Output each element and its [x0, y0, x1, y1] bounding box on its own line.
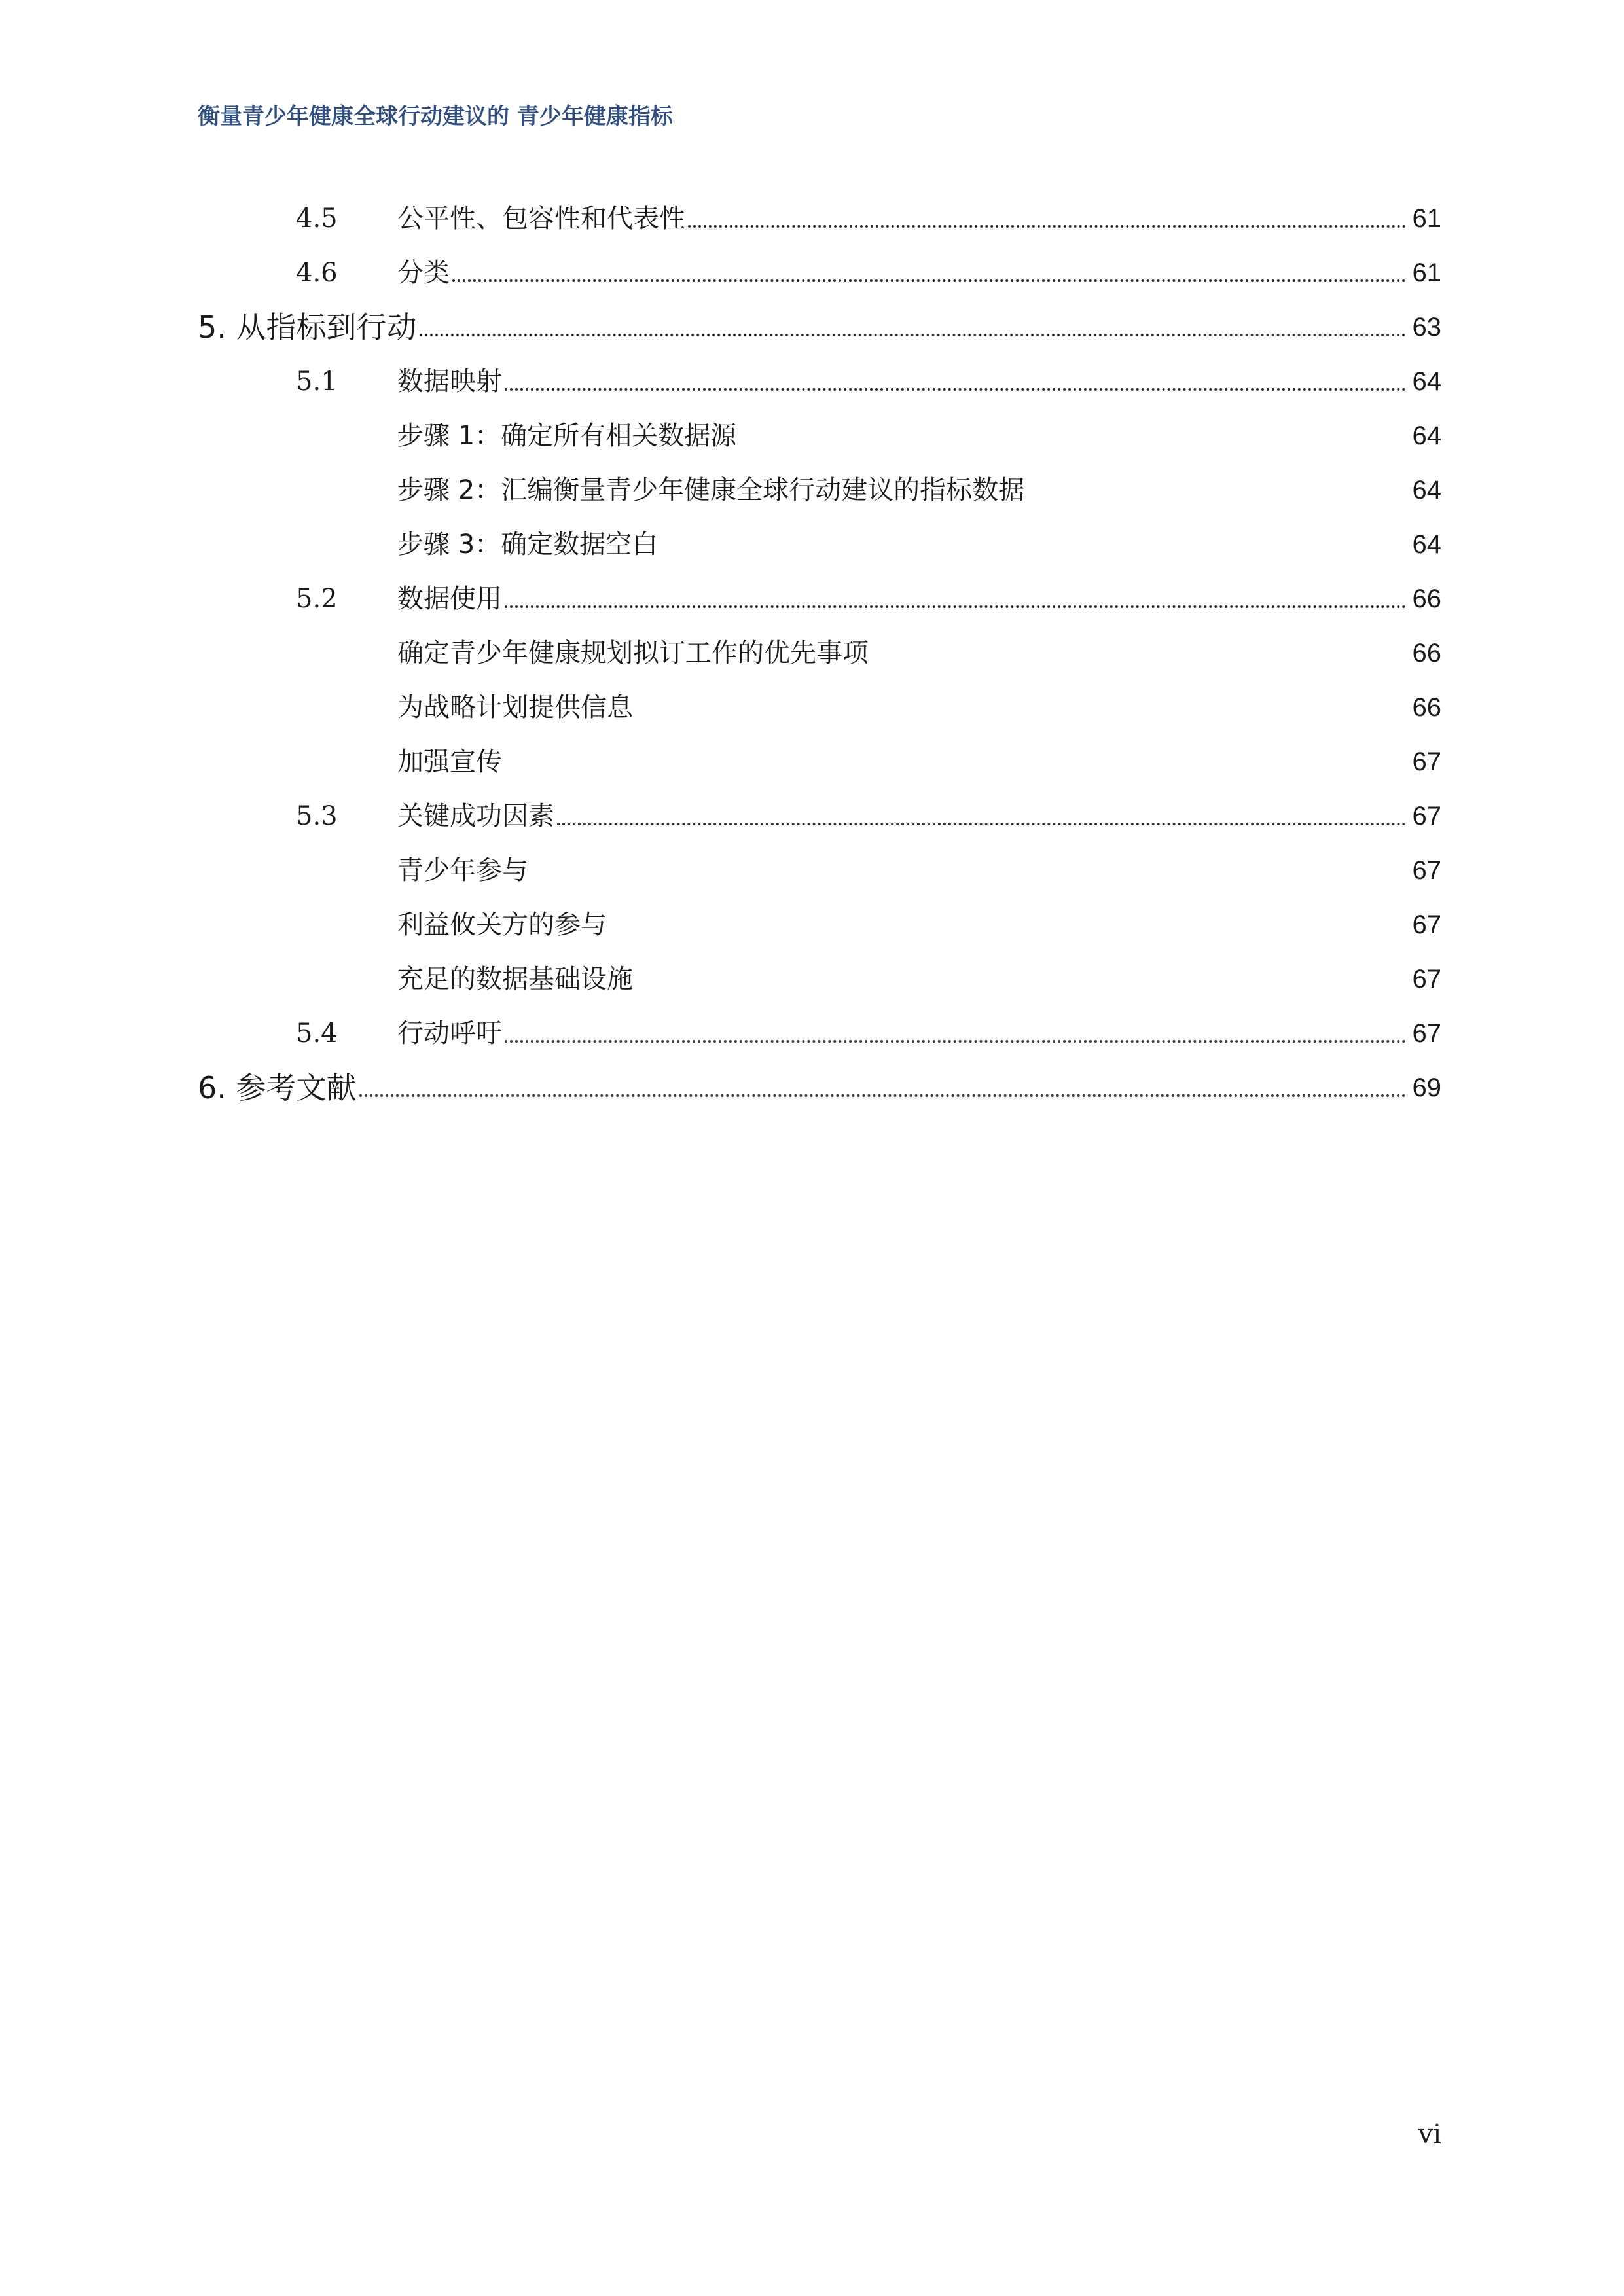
- toc-entry-5-4[interactable]: [198, 1011, 1441, 1050]
- toc-entry-page: 64: [1412, 530, 1441, 559]
- toc-entry-page: 67: [1412, 856, 1441, 885]
- dot-leader: [505, 605, 1406, 608]
- toc-entry-page: 67: [1412, 802, 1441, 831]
- toc-subentry-strategy[interactable]: [198, 685, 1441, 725]
- dot-leader: [420, 334, 1406, 336]
- toc-entry-page: 67: [1412, 1019, 1441, 1048]
- toc-entry-number: 5.4: [296, 1018, 338, 1049]
- page-number: vi: [1418, 2119, 1441, 2149]
- dot-leader: [557, 823, 1406, 825]
- dot-leader: [452, 279, 1406, 282]
- toc-entry-title: 为战略计划提供信息: [397, 692, 633, 723]
- toc-entry-page: 67: [1412, 910, 1441, 939]
- toc-entry-title: 步骤 1：确定所有相关数据源: [397, 421, 737, 451]
- toc-entry-page: 63: [1412, 313, 1441, 342]
- toc-entry-page: 66: [1412, 639, 1441, 668]
- toc-entry-title: 加强宣传: [397, 747, 502, 777]
- toc-entry-title: 数据映射: [397, 367, 502, 397]
- toc-subentry-stakeholders[interactable]: [198, 903, 1441, 942]
- toc-entry-title: 确定青少年健康规划拟订工作的优先事项: [397, 638, 869, 668]
- toc-chapter-title: 5. 从指标到行动: [198, 310, 417, 345]
- toc-subentry-advocacy[interactable]: [198, 740, 1441, 779]
- toc-entry-page: 67: [1412, 965, 1441, 994]
- toc-entry-number: 5.1: [296, 367, 338, 397]
- toc-entry-number: 4.5: [296, 204, 338, 234]
- toc-entry-page: 64: [1412, 476, 1441, 505]
- toc-entry-5-1[interactable]: [198, 359, 1441, 399]
- toc-chapter-title: 6. 参考文献: [198, 1070, 357, 1105]
- toc-subentry-step-1[interactable]: [198, 414, 1441, 453]
- toc-entry-title: 数据使用: [397, 584, 502, 614]
- toc-entry-page: 61: [1412, 259, 1441, 287]
- toc-entry-title: 分类: [397, 258, 450, 288]
- toc-subentry-step-3[interactable]: [198, 522, 1441, 562]
- toc-subentry-data-infrastructure[interactable]: [198, 957, 1441, 996]
- toc-entry-page: 66: [1412, 584, 1441, 613]
- toc-entry-title: 行动呼吁: [397, 1018, 502, 1049]
- toc-entry-number: 4.6: [296, 258, 338, 288]
- toc-entry-title: 利益攸关方的参与: [397, 910, 607, 940]
- running-header: 衡量青少年健康全球行动建议的 青少年健康指标: [198, 103, 673, 130]
- toc-entry-5-3[interactable]: [198, 794, 1441, 833]
- dot-leader: [505, 1040, 1406, 1043]
- dot-leader: [359, 1094, 1406, 1097]
- toc-entry-5-2[interactable]: [198, 577, 1441, 616]
- toc-entry-number: 5.2: [296, 584, 338, 614]
- toc-entry-title: 青少年参与: [397, 855, 528, 886]
- toc-entry-title: 关键成功因素: [397, 801, 554, 831]
- toc-chapter-5[interactable]: [198, 305, 1441, 344]
- toc-entry-page: 64: [1412, 367, 1441, 396]
- toc-entry-title: 充足的数据基础设施: [397, 964, 633, 994]
- toc-chapter-6[interactable]: [198, 1066, 1441, 1105]
- toc-entry-number: 5.3: [296, 801, 338, 831]
- toc-entry-page: 67: [1412, 747, 1441, 776]
- toc-entry-page: 61: [1412, 204, 1441, 233]
- toc-entry-page: 69: [1412, 1073, 1441, 1102]
- toc-entry-title: 步骤 3：确定数据空白: [397, 529, 659, 560]
- toc-entry-page: 66: [1412, 693, 1441, 722]
- toc-entry-title: 步骤 2：汇编衡量青少年健康全球行动建议的指标数据: [397, 475, 1025, 505]
- toc-entry-4-6[interactable]: [198, 251, 1441, 290]
- toc-entry-4-5[interactable]: [198, 196, 1441, 236]
- dot-leader: [505, 388, 1406, 391]
- toc-subentry-step-2[interactable]: [198, 468, 1441, 507]
- dot-leader: [688, 225, 1406, 228]
- toc-entry-page: 64: [1412, 422, 1441, 450]
- toc-subentry-youth-engagement[interactable]: [198, 848, 1441, 888]
- toc-subentry-priorities[interactable]: [198, 631, 1441, 670]
- toc-entry-title: 公平性、包容性和代表性: [397, 204, 685, 234]
